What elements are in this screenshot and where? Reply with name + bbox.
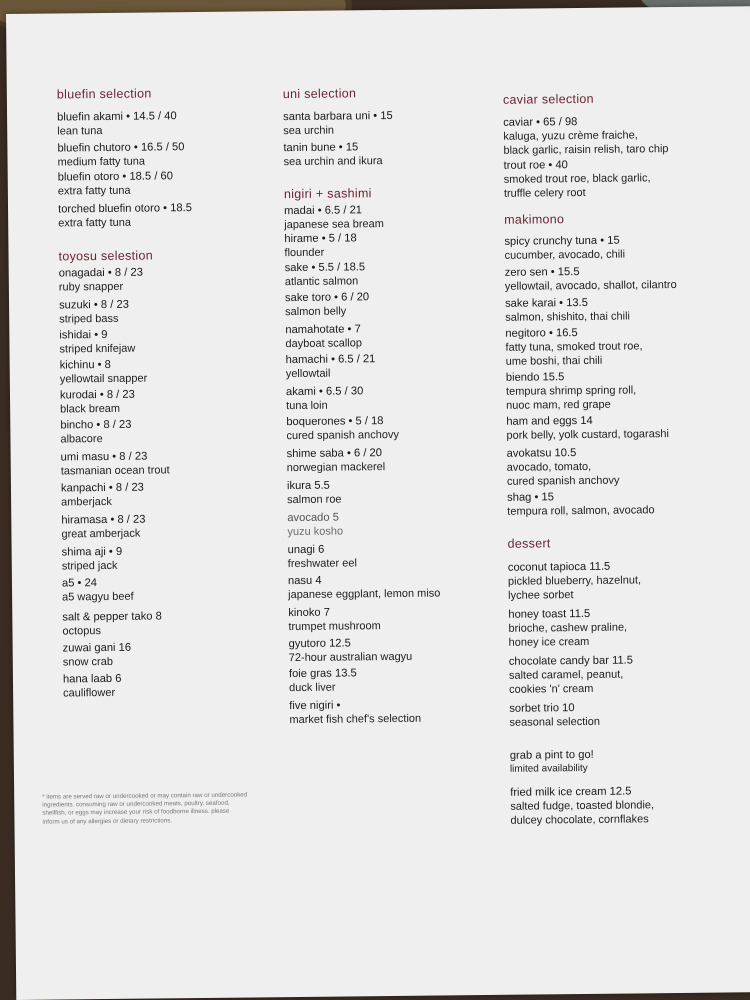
menu-item-name: chocolate candy bar 11.5 (508, 654, 634, 668)
menu-item (60, 418, 131, 447)
menu-item (287, 446, 386, 475)
menu-item-description: black bream (60, 402, 121, 416)
menu-item-name: spicy crunchy tuna • 15 (504, 234, 620, 248)
menu-item-name: kichinu • 8 (59, 358, 111, 372)
menu-item (510, 748, 594, 777)
menu-item-name: shime saba • 6 / 20 (286, 447, 383, 461)
menu-item (286, 352, 376, 381)
menu-item-description: nuoc mam, red grape (506, 398, 611, 412)
menu-item-description: extra fatty tuna (57, 184, 131, 198)
menu-item-description: atlantic salmon (284, 275, 359, 289)
menu-item (504, 234, 625, 263)
menu-item (287, 510, 343, 539)
menu-item-description: duck liver (289, 681, 336, 695)
menu-item (286, 414, 399, 443)
menu-item-description: snow crab (62, 655, 113, 669)
section-heading: nigiri + sashimi (283, 186, 372, 202)
menu-item-name: foie gras 13.5 (288, 667, 357, 681)
menu-item (505, 325, 642, 368)
menu-item-name: sake karai • 13.5 (504, 296, 589, 310)
menu-item-description: tuna loin (286, 399, 328, 413)
menu-item-description: cauliflower (63, 686, 116, 700)
menu-item-name: umi masu • 8 / 23 (60, 450, 148, 464)
menu-item-name: coconut tapioca 11.5 (507, 560, 611, 574)
menu-item-name: suzuki • 8 / 23 (58, 298, 129, 312)
menu-item (59, 328, 135, 357)
menu-item-name: ikura 5.5 (286, 479, 330, 493)
section-heading: uni selection (282, 86, 357, 102)
menu-item-name: gyutoro 12.5 (288, 637, 351, 651)
menu-item-description: yellowtail snapper (59, 372, 148, 386)
menu-item-name: negitoro • 16.5 (505, 327, 578, 340)
menu-item (509, 653, 634, 696)
menu-item (507, 489, 655, 519)
menu-item-description: salmon, shishito, thai chili (505, 310, 630, 324)
menu-item-description: striped jack (61, 559, 118, 573)
menu-item-description: pickled blueberry, hazelnut, (507, 574, 642, 588)
menu-item-name: ham and eggs 14 (506, 414, 593, 428)
menu-item (510, 784, 654, 828)
menu-item-name: santa barbara uni • 15 (283, 109, 393, 124)
menu-item-description: striped knifejaw (59, 342, 136, 356)
menu-item-name: a5 • 24 (61, 577, 98, 590)
menu-item-description: black garlic, raisin relish, taro chip (503, 143, 669, 157)
menu-item (289, 636, 413, 665)
section-heading: toyosu selestion (58, 248, 154, 264)
menu-item-name: trout roe • 40 (503, 159, 568, 172)
menu-item-name: bluefin akami • 14.5 / 40 (57, 110, 177, 124)
menu-item-description: truffle celery root (503, 186, 586, 200)
menu-item-name: sake toro • 6 / 20 (284, 291, 370, 305)
menu-item-name: akami • 6.5 / 30 (285, 385, 364, 399)
menu-item-name: fried milk ice cream 12.5 (510, 785, 632, 799)
menu-item (61, 481, 144, 510)
menu-item-description: dayboat scallop (285, 337, 362, 351)
menu-item (288, 542, 357, 571)
menu-item (63, 672, 122, 701)
menu-item (504, 157, 651, 201)
menu-item (283, 109, 393, 138)
menu-item-description: striped bass (59, 312, 119, 326)
menu-item (284, 203, 384, 232)
menu-item-name: tanin bune • 15 (283, 141, 359, 155)
menu-item (58, 169, 174, 198)
menu-item (505, 264, 677, 294)
menu-item-description: market fish chef's selection (289, 712, 422, 727)
menu-item (288, 572, 441, 602)
menu-item-name: zero sen • 15.5 (504, 266, 580, 279)
menu-item (509, 701, 600, 730)
menu-item (285, 260, 366, 289)
menu-item-description: tempura shrimp spring roll, (505, 384, 637, 398)
menu-item (59, 298, 129, 327)
menu-item-description: brioche, cashew praline, (508, 621, 628, 635)
menu-item (503, 114, 669, 158)
menu-item-name: kurodai • 8 / 23 (59, 388, 135, 402)
menu-item-description: a5 wagyu beef (62, 590, 134, 604)
menu-item-name: madai • 6.5 / 21 (284, 204, 363, 218)
menu-item-name: shima aji • 9 (61, 545, 123, 559)
menu-item (61, 449, 170, 478)
menu-item-description: yellowtail (285, 367, 331, 381)
menu-item-description: cured spanish anchovy (506, 474, 620, 488)
menu-item-description: lychee sorbet (508, 589, 574, 602)
menu-item-description: japanese eggplant, lemon miso (288, 587, 441, 602)
menu-item (506, 369, 637, 412)
menu-item (289, 666, 357, 695)
menu-item-name: hirame • 5 / 18 (284, 232, 357, 246)
menu-item (284, 231, 357, 260)
menu-item-name: caviar • 65 / 98 (503, 116, 578, 129)
menu-item-name: avocado 5 (287, 511, 339, 525)
menu-item-name: grab a pint to go! (509, 748, 594, 762)
menu-item-description: ume boshi, thai chili (505, 354, 603, 368)
menu-item (62, 576, 134, 605)
menu-item-description: cured spanish anchovy (286, 428, 400, 443)
menu-item-name: bluefin otoro • 18.5 / 60 (57, 170, 174, 184)
menu-item-name: zuwai gani 16 (62, 641, 132, 655)
menu-item-description: yellowtail, avocado, shallot, cilantro (504, 278, 677, 293)
menu-item-name: five nigiri • (289, 699, 341, 713)
menu-item (507, 446, 620, 489)
menu-item-description: great amberjack (61, 527, 141, 541)
menu-item-name: bincho • 8 / 23 (60, 418, 132, 432)
menu-item (61, 513, 145, 542)
menu-item-description: salmon belly (285, 305, 347, 319)
menu-item (285, 322, 362, 351)
menu-item-description: japanese sea bream (284, 218, 384, 232)
menu-item-name: salt & pepper tako 8 (62, 610, 162, 624)
menu-item-description: yuzu kosho (287, 525, 344, 539)
menu-item-description: limited availability (509, 762, 588, 775)
menu-item-description: salmon roe (287, 493, 342, 507)
menu-item-description: sea urchin (283, 124, 335, 138)
menu-item (287, 479, 342, 508)
menu-item-description: ruby snapper (58, 280, 124, 294)
menu-item-description: albacore (60, 433, 103, 446)
footnote: * items are served raw or undercooked or may contain raw or undercooked ingredients. consuming raw or undercooked meats, poultry, seafood, shellfish, or eggs may increase your risk of foodborne illness. please inform us of any allergies or dietary restrictions. (42, 791, 248, 826)
menu-item-name: nasu 4 (287, 574, 322, 588)
section-heading: makimono (504, 212, 565, 227)
menu-item (63, 641, 132, 670)
menu-item-name: ishidai • 9 (59, 328, 108, 342)
menu-item-name: sorbet trio 10 (509, 702, 575, 715)
menu-item (288, 605, 381, 634)
menu-item-description: cookies 'n' cream (509, 682, 594, 696)
menu-item-description: freshwater eel (287, 557, 357, 571)
menu-item-name: shag • 15 (507, 491, 554, 504)
menu-item (62, 545, 123, 574)
menu-item-description: avocado, tomato, (506, 460, 592, 474)
menu-item-description: extra fatty tuna (58, 216, 132, 230)
menu-item (60, 388, 135, 417)
menu-item (506, 413, 669, 443)
menu-item (60, 358, 148, 387)
menu-item-name: sake • 5.5 / 18.5 (284, 261, 366, 275)
menu-item-name: biendo 15.5 (505, 371, 565, 384)
menu-item-name: kanpachi • 8 / 23 (60, 481, 144, 495)
menu-item-description: flounder (284, 246, 325, 260)
menu-item-description: kaluga, yuzu crème fraiche, (503, 129, 638, 143)
menu-item (285, 290, 369, 319)
menu-item (57, 140, 184, 169)
menu-item-description: medium fatty tuna (57, 155, 146, 169)
menu-item-description: tasmanian ocean trout (60, 464, 170, 478)
menu-item-description: fatty tuna, smoked trout roe, (505, 340, 643, 354)
menu-item (505, 295, 630, 324)
menu-item-description: seasonal selection (509, 715, 601, 729)
menu-item-description: smoked trout roe, black garlic, (503, 172, 651, 186)
menu-item-name: hana laab 6 (62, 672, 122, 686)
menu-item-description: salted fudge, toasted blondie, (510, 799, 655, 813)
menu-item-name: onagadai • 8 / 23 (58, 266, 143, 280)
menu-item-name: bluefin chutoro • 16.5 / 50 (57, 141, 185, 155)
menu-item (58, 201, 192, 230)
menu-item-description: octopus (62, 625, 102, 638)
menu-item-description: cucumber, avocado, chili (504, 248, 626, 262)
menu-item-description: salted caramel, peanut, (508, 668, 624, 682)
menu-item-name: kinoko 7 (288, 606, 331, 620)
menu-item-name: hamachi • 6.5 / 21 (285, 353, 376, 367)
menu-item-description: dulcey chocolate, cornflakes (510, 813, 649, 827)
menu-item (508, 607, 627, 650)
section-heading: caviar selection (502, 91, 594, 107)
menu-item-name: honey toast 11.5 (508, 607, 591, 621)
menu-item-name: avokatsu 10.5 (506, 447, 577, 460)
menu-item-name: unagi 6 (287, 543, 325, 557)
menu-item-name: boquerones • 5 / 18 (286, 415, 384, 429)
menu-item-name: hiramasa • 8 / 23 (61, 513, 146, 527)
menu-item (508, 559, 642, 602)
menu-item (59, 266, 143, 295)
menu-item-description: trumpet mushroom (288, 620, 381, 634)
section-heading: dessert (507, 536, 551, 551)
menu-item-description: pork belly, yolk custard, togarashi (506, 428, 669, 442)
menu-item (283, 140, 382, 169)
menu-item-name: namahotate • 7 (285, 323, 361, 337)
menu-item-description: tempura roll, salmon, avocado (507, 504, 655, 518)
menu-item-description: norwegian mackerel (286, 461, 386, 475)
menu-item-description: honey ice cream (508, 635, 590, 649)
section-heading: bluefin selection (56, 86, 152, 102)
menu-item (286, 384, 364, 413)
menu-item-description: lean tuna (57, 124, 103, 138)
menu-item (62, 609, 162, 638)
menu-item-description: sea urchin and ikura (283, 155, 383, 169)
menu-item-description: 72-hour australian wagyu (288, 650, 413, 665)
menu-item-name: torched bluefin otoro • 18.5 (57, 202, 193, 216)
menu-sheet (6, 6, 750, 1000)
menu-item (289, 698, 421, 727)
menu-item-description: amberjack (61, 495, 112, 509)
menu-item (57, 109, 177, 138)
